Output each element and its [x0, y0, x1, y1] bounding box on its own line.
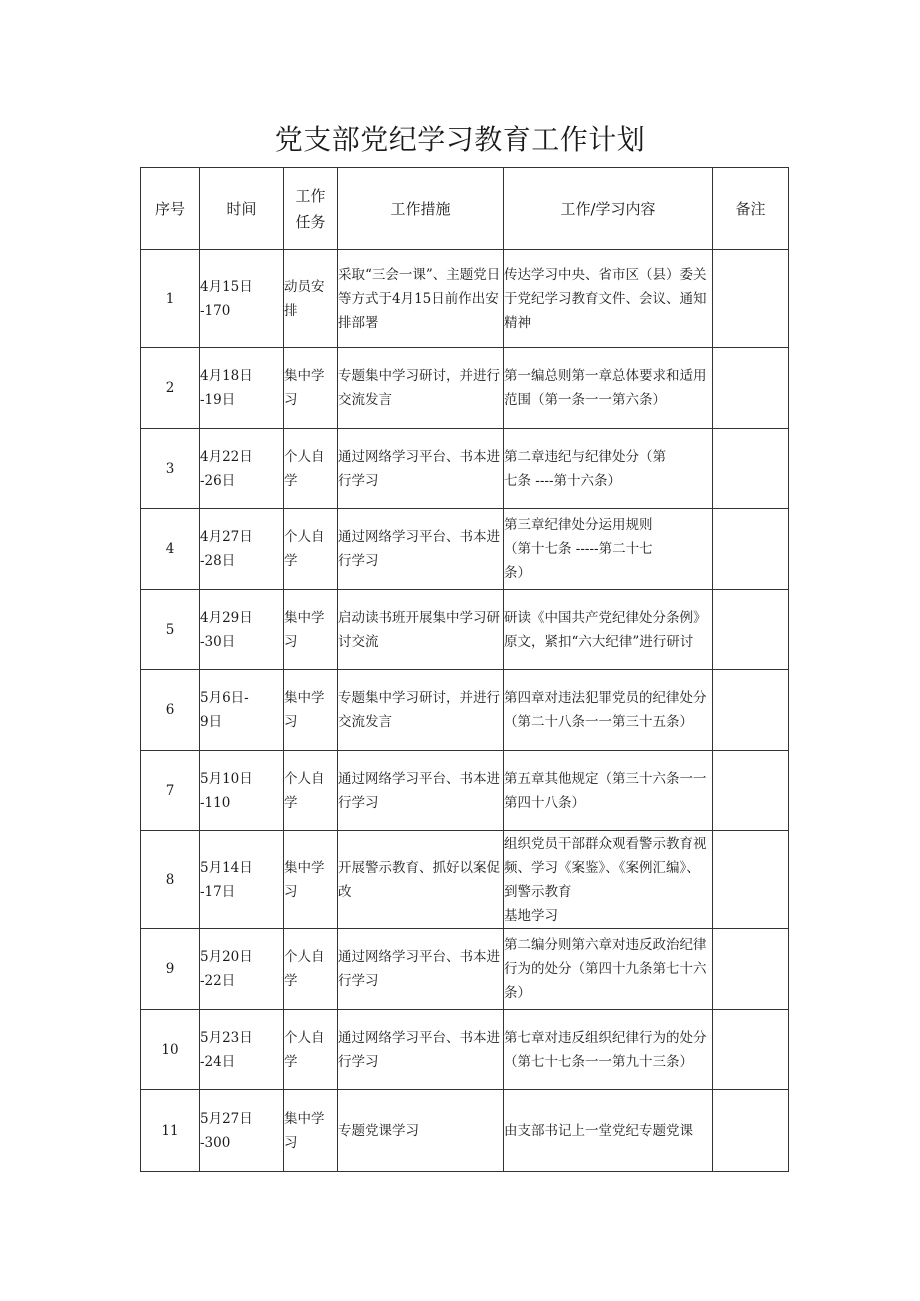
header-seq: 序号	[141, 168, 200, 250]
cell-content: 第七章对违反组织纪律行为的处分（第七十七条一一第九十三条）	[504, 1010, 713, 1090]
table-row	[141, 590, 789, 670]
cell-content: 第五章其他规定（第三十六条一一第四十八条）	[504, 751, 713, 831]
cell-seq: 4	[141, 509, 200, 590]
cell-time: 5月10日 -110	[200, 751, 284, 831]
cell-measure: 专题党课学习	[338, 1090, 504, 1172]
cell-content: 第二编分则第六章对违反政治纪律行为的处分（第四十九条第七十六条）	[504, 929, 713, 1010]
cell-remark	[713, 751, 789, 831]
cell-task: 个人自 学	[284, 509, 338, 590]
cell-measure: 专题集中学习研讨，并进行交流发言	[338, 348, 504, 429]
cell-measure: 专题集中学习研讨，并进行交流发言	[338, 670, 504, 751]
table-row	[141, 348, 789, 429]
cell-seq: 6	[141, 670, 200, 751]
cell-remark	[713, 929, 789, 1010]
cell-time: 4月18日 -19日	[200, 348, 284, 429]
cell-content: 第一编总则第一章总体要求和适用范围（第一条一一第六条）	[504, 348, 713, 429]
cell-remark	[713, 590, 789, 670]
cell-remark	[713, 670, 789, 751]
cell-measure: 开展警示教育、抓好以案促改	[338, 831, 504, 929]
cell-task: 集中学 习	[284, 590, 338, 670]
cell-measure: 通过网络学习平台、书本进行学习	[338, 429, 504, 509]
cell-content: 组织党员干部群众观看警示教育视频、学习《案鉴》、《案例汇编》、到警示教育 基地学习	[504, 831, 713, 929]
page-title: 党支部党纪学习教育工作计划	[274, 123, 646, 156]
cell-task: 个人自 学	[284, 1010, 338, 1090]
table-row	[141, 831, 789, 929]
cell-seq: 10	[141, 1010, 200, 1090]
cell-measure: 通过网络学习平台、书本进行学习	[338, 1010, 504, 1090]
cell-measure: 通过网络学习平台、书本进行学习	[338, 929, 504, 1010]
header-time: 时间	[200, 168, 284, 250]
cell-measure: 通过网络学习平台、书本进行学习	[338, 751, 504, 831]
table-row	[141, 250, 789, 348]
cell-seq: 2	[141, 348, 200, 429]
table-row	[141, 429, 789, 509]
cell-time: 4月15日 -170	[200, 250, 284, 348]
cell-content: 研读《中国共产党纪律处分条例》原文，紧扣“六大纪律”进行研讨	[504, 590, 713, 670]
cell-remark	[713, 250, 789, 348]
table-row	[141, 509, 789, 590]
table-row	[141, 670, 789, 751]
header-remark: 备注	[713, 168, 789, 250]
cell-time: 5月20日 -22日	[200, 929, 284, 1010]
cell-task: 集中学 习	[284, 1090, 338, 1172]
table-row	[141, 751, 789, 831]
table-header-row	[141, 168, 789, 250]
cell-time: 5月27日 -300	[200, 1090, 284, 1172]
cell-seq: 7	[141, 751, 200, 831]
cell-content: 由支部书记上一堂党纪专题党课	[504, 1090, 713, 1172]
cell-task: 集中学 习	[284, 831, 338, 929]
cell-seq: 8	[141, 831, 200, 929]
cell-task: 个人自 学	[284, 751, 338, 831]
table-row	[141, 1010, 789, 1090]
table-row	[141, 929, 789, 1010]
cell-seq: 3	[141, 429, 200, 509]
cell-seq: 9	[141, 929, 200, 1010]
cell-remark	[713, 1010, 789, 1090]
cell-content: 第四章对违法犯罪党员的纪律处分（第二十八条一一第三十五条）	[504, 670, 713, 751]
cell-content: 第二章违纪与纪律处分（第 七条 ----第十六条）	[504, 429, 713, 509]
cell-measure: 采取“三会一课”、主题党日等方式于4月15日前作出安排部署	[338, 250, 504, 348]
header-task: 工作 任务	[284, 168, 338, 250]
cell-task: 集中学 习	[284, 348, 338, 429]
cell-content: 传达学习中央、省市区（县）委关于党纪学习教育文件、会议、通知精神	[504, 250, 713, 348]
cell-time: 5月14日 -17日	[200, 831, 284, 929]
cell-task: 个人自 学	[284, 429, 338, 509]
cell-time: 4月22日 -26日	[200, 429, 284, 509]
cell-task: 个人自 学	[284, 929, 338, 1010]
cell-remark	[713, 509, 789, 590]
cell-time: 4月29日 -30日	[200, 590, 284, 670]
header-content: 工作/学习内容	[504, 168, 713, 250]
work-plan-table	[140, 167, 789, 1172]
table-row	[141, 1090, 789, 1172]
cell-seq: 1	[141, 250, 200, 348]
cell-seq: 5	[141, 590, 200, 670]
header-measure: 工作措施	[338, 168, 504, 250]
cell-remark	[713, 348, 789, 429]
cell-task: 集中学 习	[284, 670, 338, 751]
cell-measure: 通过网络学习平台、书本进行学习	[338, 509, 504, 590]
cell-time: 5月23日 -24日	[200, 1010, 284, 1090]
cell-measure: 启动读书班开展集中学习研讨交流	[338, 590, 504, 670]
cell-task: 动员安 排	[284, 250, 338, 348]
cell-remark	[713, 1090, 789, 1172]
cell-time: 5月6日- 9日	[200, 670, 284, 751]
cell-seq: 11	[141, 1090, 200, 1172]
cell-content: 第三章纪律处分运用规则 （第十七条 -----第二十七 条）	[504, 509, 713, 590]
cell-remark	[713, 429, 789, 509]
cell-time: 4月27日 -28日	[200, 509, 284, 590]
cell-remark	[713, 831, 789, 929]
